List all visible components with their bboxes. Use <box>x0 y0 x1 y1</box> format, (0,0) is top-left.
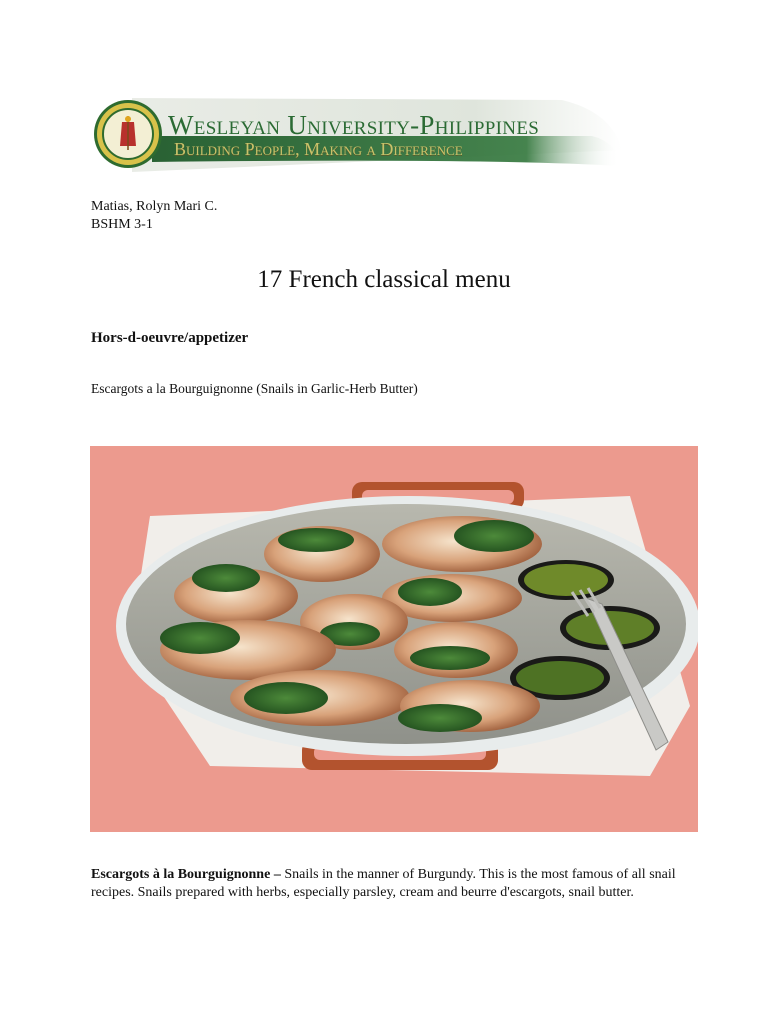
university-banner <box>92 92 622 176</box>
dish-description <box>91 866 681 902</box>
description-dash: – <box>270 867 285 882</box>
university-name: Wesleyan University-Philippines <box>168 110 540 140</box>
author-block <box>91 198 217 234</box>
description-text: Snails in the manner of Burgundy. This is the most famous of all snail recipes. Snails prepared with herbs, especially parsley, cream and beurre d'escargots, snail butter. <box>91 867 676 900</box>
author-name: Matias, Rolyn Mari C. <box>91 199 218 214</box>
author-section: BSHM 3-1 <box>91 217 153 232</box>
university-tagline: Building People, Making a Difference <box>174 139 463 159</box>
escargots-photo <box>90 446 698 832</box>
description-term: Escargots à la Bourguignonne <box>91 867 271 882</box>
course-heading: Hors-d-oeuvre/appetizer <box>91 330 249 346</box>
page-title: 17 French classical menu <box>257 266 511 293</box>
university-seal-icon <box>94 100 162 168</box>
dish-name: Escargots a la Bourguignonne (Snails in Garlic-Herb Butter) <box>91 381 418 396</box>
